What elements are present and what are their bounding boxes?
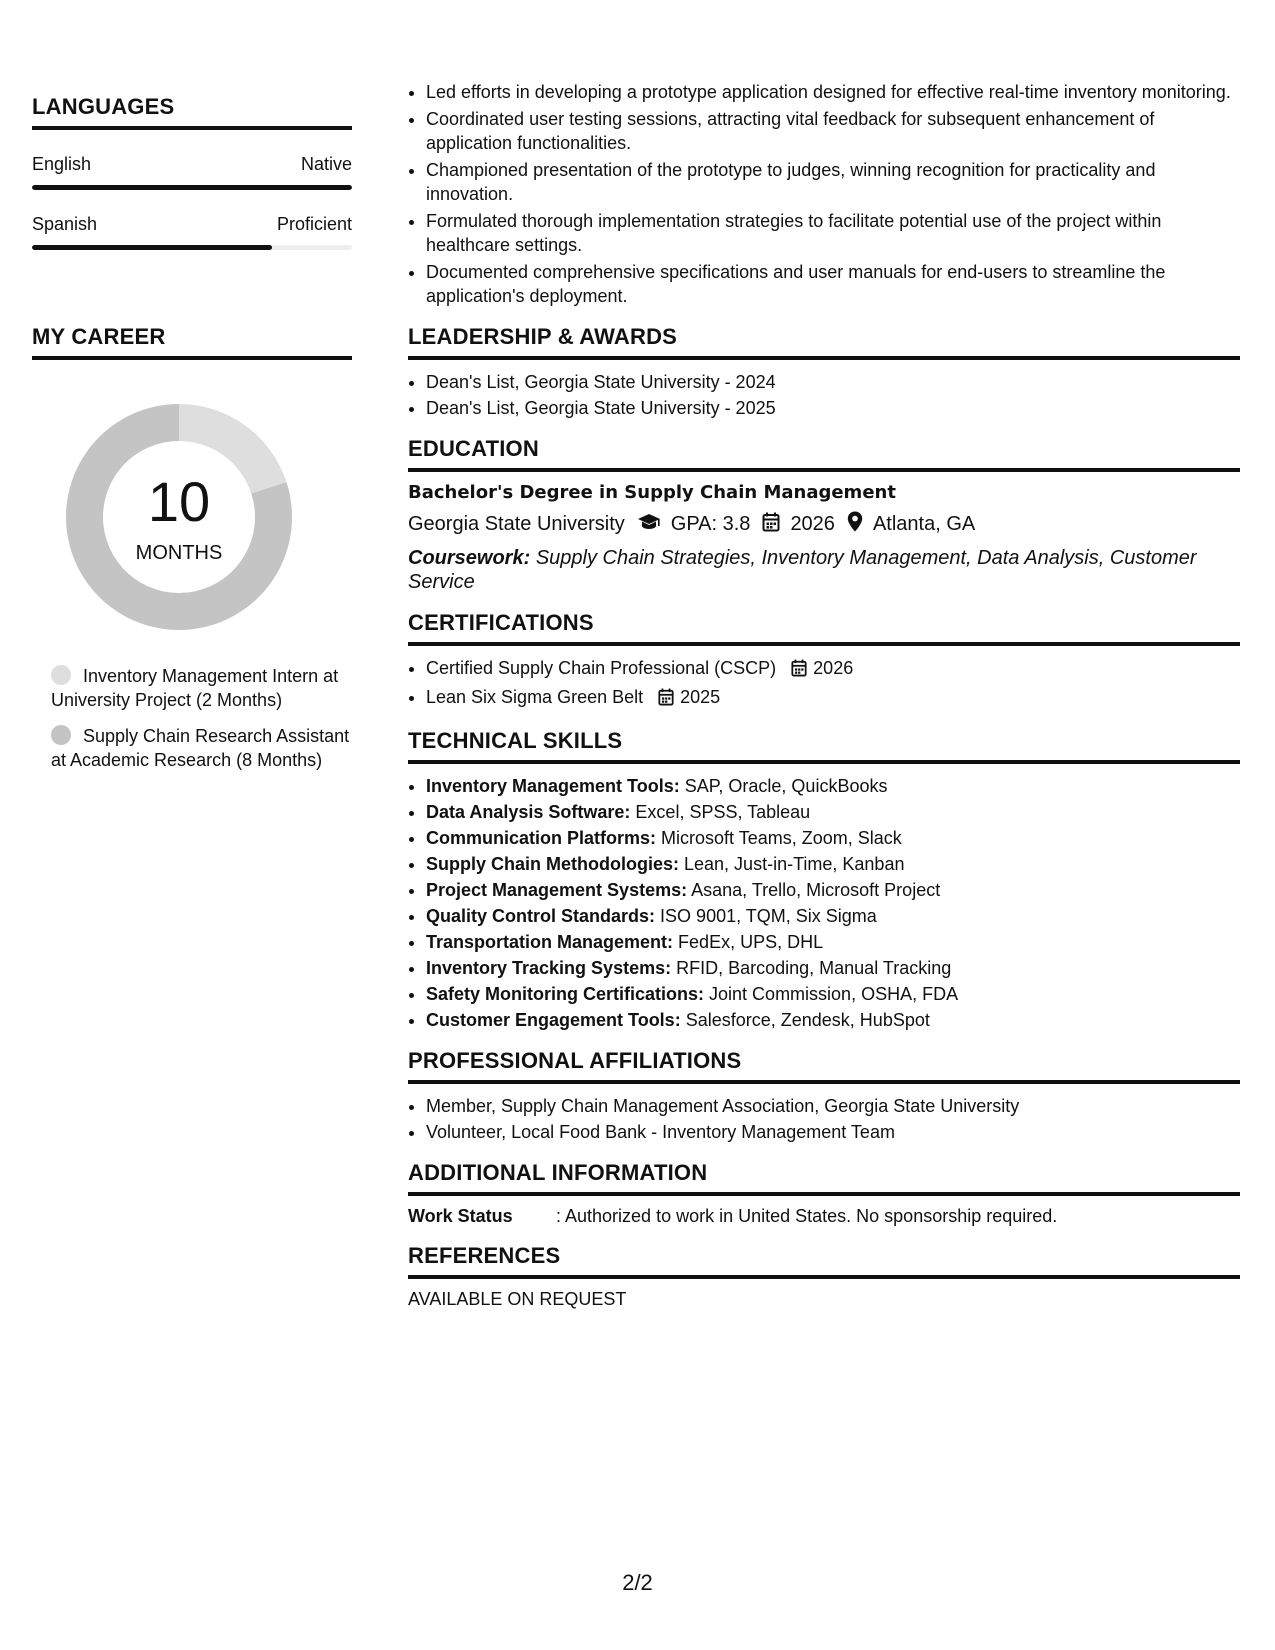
skill-category: Safety Monitoring Certifications: xyxy=(426,984,705,1004)
language-proficiency-bar xyxy=(32,245,352,250)
work-status-label: Work Status xyxy=(408,1206,513,1226)
skill-item xyxy=(426,800,1240,824)
career-heading: MY CAREER xyxy=(32,324,352,360)
school-name: Georgia State University xyxy=(408,513,625,535)
coursework-list: Supply Chain Strategies, Inventory Management, Data Analysis, Customer Service xyxy=(408,547,1197,593)
certification-year: 2025 xyxy=(680,687,721,707)
skill-item xyxy=(426,904,1240,928)
work-status-row xyxy=(408,1206,1240,1227)
award-item: • Dean's List, Georgia State University - 2025 xyxy=(426,396,1240,420)
language-name: Spanish xyxy=(32,214,98,234)
school-location: Atlanta, GA xyxy=(872,513,976,535)
language-proficiency-fill xyxy=(32,185,352,190)
skill-values: Joint Commission, OSHA, FDA xyxy=(709,984,959,1004)
career-total-unit: MONTHS xyxy=(135,542,223,564)
experience-bullet: • Documented comprehensive specifications and user manuals for end-users to streamline the application's deployment. xyxy=(426,260,1240,308)
certification-year: 2026 xyxy=(813,658,854,678)
skill-item xyxy=(426,878,1240,902)
skill-values: SAP, Oracle, QuickBooks xyxy=(684,776,888,796)
graduation-year: 2026 xyxy=(790,513,835,535)
main-content xyxy=(408,80,1240,1310)
affiliation-item: • Volunteer, Local Food Bank - Inventory Management Team xyxy=(426,1120,1240,1144)
affiliations-section xyxy=(408,1048,1240,1144)
certification-name: Lean Six Sigma Green Belt xyxy=(426,687,644,707)
calendar-icon xyxy=(762,512,780,538)
sidebar xyxy=(32,94,352,784)
experience-bullet: • Coordinated user testing sessions, attracting vital feedback for subsequent enhancement of application functionalities. xyxy=(426,107,1240,155)
experience-bullet: • Led efforts in developing a prototype application designed for effective real-time inventory monitoring. xyxy=(426,80,1240,104)
language-item xyxy=(32,214,352,250)
gpa: GPA: 3.8 xyxy=(670,513,751,535)
language-level: Proficient xyxy=(276,214,352,234)
skill-item xyxy=(426,956,1240,980)
skill-values: RFID, Barcoding, Manual Tracking xyxy=(676,958,952,978)
career-total-months: 10 xyxy=(147,470,211,533)
work-status-value: : Authorized to work in United States. No sponsorship required. xyxy=(556,1206,1058,1226)
skill-values: Salesforce, Zendesk, HubSpot xyxy=(685,1010,930,1030)
award-item: • Dean's List, Georgia State University - 2024 xyxy=(426,370,1240,394)
references-text: AVAILABLE ON REQUEST xyxy=(408,1289,627,1309)
certification-item xyxy=(426,685,1240,712)
affiliation-item: • Member, Supply Chain Management Association, Georgia State University xyxy=(426,1094,1240,1118)
coursework xyxy=(408,546,1240,594)
skill-category: Inventory Tracking Systems: xyxy=(426,958,672,978)
coursework-label: Coursework: xyxy=(408,547,531,569)
skill-item xyxy=(426,1008,1240,1032)
graduation-cap-icon xyxy=(637,512,661,538)
career-legend-label: Supply Chain Research Assistant at Academic Research (8 Months) xyxy=(51,726,350,770)
skill-values: FedEx, UPS, DHL xyxy=(678,932,824,952)
career-legend-item xyxy=(51,664,352,712)
experience-bullet: • Championed presentation of the prototype to judges, winning recognition for practicality and innovation. xyxy=(426,158,1240,206)
skill-category: Quality Control Standards: xyxy=(426,906,656,926)
skill-category: Transportation Management: xyxy=(426,932,674,952)
education-details xyxy=(408,511,1240,538)
calendar-icon xyxy=(791,659,807,683)
page-number: 2/2 xyxy=(622,1570,653,1595)
skill-category: Supply Chain Methodologies: xyxy=(426,854,679,874)
additional-info-section xyxy=(408,1160,1240,1227)
affiliations-heading: PROFESSIONAL AFFILIATIONS xyxy=(408,1048,1240,1084)
skill-values: Microsoft Teams, Zoom, Slack xyxy=(661,828,902,848)
calendar-icon xyxy=(658,688,674,712)
degree-title: Bachelor's Degree in Supply Chain Management xyxy=(408,482,896,503)
references-heading: REFERENCES xyxy=(408,1243,1240,1279)
skill-category: Project Management Systems: xyxy=(426,880,688,900)
additional-info-heading: ADDITIONAL INFORMATION xyxy=(408,1160,1240,1196)
languages-heading: LANGUAGES xyxy=(32,94,352,130)
education-section xyxy=(408,436,1240,594)
career-legend-label: Inventory Management Intern at University Project (2 Months) xyxy=(51,666,339,710)
certification-name: Certified Supply Chain Professional (CSCP) xyxy=(426,658,777,678)
language-proficiency-bar xyxy=(32,185,352,190)
legend-dot xyxy=(51,665,71,685)
skill-values: Excel, SPSS, Tableau xyxy=(635,802,811,822)
language-level: Native xyxy=(300,154,352,174)
skill-category: Data Analysis Software: xyxy=(426,802,631,822)
experience-bullet-list xyxy=(408,80,1240,308)
map-pin-icon xyxy=(847,511,863,538)
career-legend-item xyxy=(51,724,352,772)
certification-item xyxy=(426,656,1240,683)
skill-category: Customer Engagement Tools: xyxy=(426,1010,681,1030)
career-legend xyxy=(51,664,352,772)
language-name: English xyxy=(32,154,92,174)
leadership-heading: LEADERSHIP & AWARDS xyxy=(408,324,1240,360)
skills-heading: TECHNICAL SKILLS xyxy=(408,728,1240,764)
experience-bullet: • Formulated thorough implementation strategies to facilitate potential use of the project within healthcare settings. xyxy=(426,209,1240,257)
skill-category: Inventory Management Tools: xyxy=(426,776,680,796)
leadership-section xyxy=(408,324,1240,420)
skill-item xyxy=(426,982,1240,1006)
skill-item xyxy=(426,826,1240,850)
skill-item xyxy=(426,852,1240,876)
certifications-section xyxy=(408,610,1240,712)
legend-dot xyxy=(51,725,71,745)
skill-item xyxy=(426,930,1240,954)
skill-item xyxy=(426,774,1240,798)
references-section xyxy=(408,1243,1240,1310)
skill-values: ISO 9001, TQM, Six Sigma xyxy=(660,906,877,926)
skill-values: Asana, Trello, Microsoft Project xyxy=(691,880,941,900)
language-item xyxy=(32,154,352,190)
skills-section xyxy=(408,728,1240,1032)
career-donut-chart xyxy=(66,404,292,630)
donut-center xyxy=(66,404,292,630)
skill-values: Lean, Just-in-Time, Kanban xyxy=(684,854,905,874)
skill-category: Communication Platforms: xyxy=(426,828,657,848)
language-proficiency-fill xyxy=(32,245,272,250)
education-heading: EDUCATION xyxy=(408,436,1240,472)
certifications-heading: CERTIFICATIONS xyxy=(408,610,1240,646)
